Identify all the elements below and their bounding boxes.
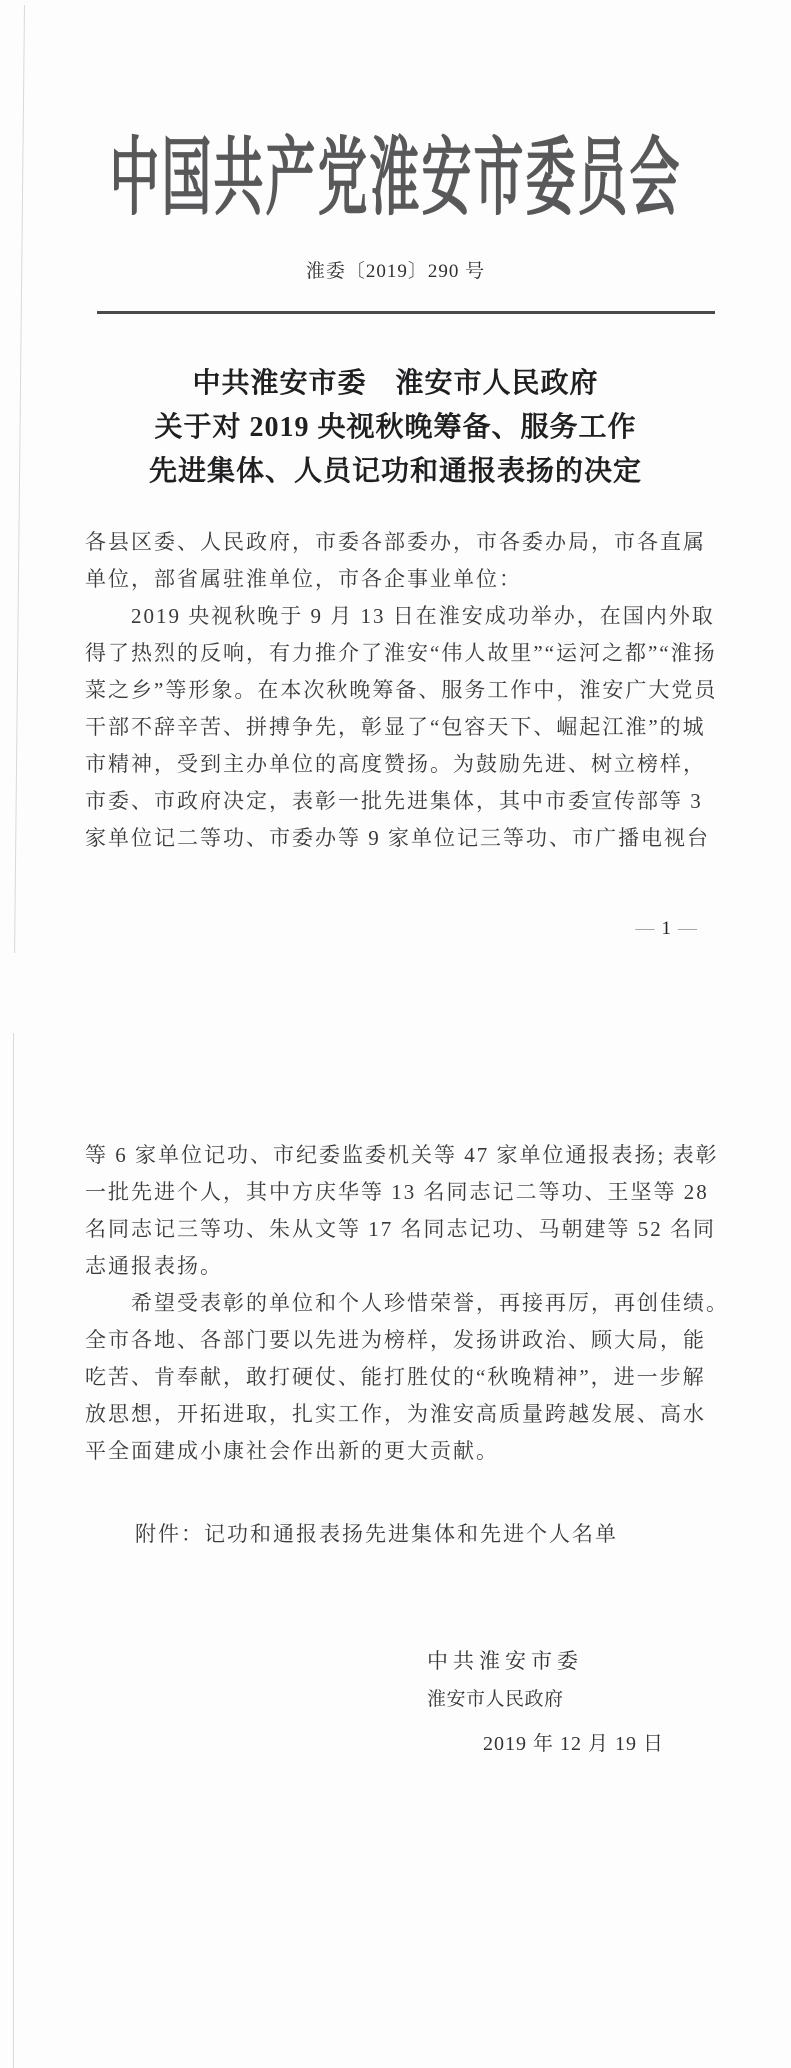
document-title-line: 关于对 2019 央视秋晚筹备、服务工作 — [154, 412, 637, 443]
body-text-line: 2019 央视秋晚于 9 月 13 日在淮安成功举办，在国内外取 — [85, 604, 715, 628]
body-text-line: 平全面建成小康社会作出新的更大贡献。 — [85, 1439, 499, 1463]
body-text-line: 志通报表扬。 — [85, 1254, 223, 1278]
page-number-dash-left: — — [635, 918, 655, 939]
body-text-line: 等 6 家单位记功、市纪委监委机关等 47 家单位通报表扬; 表彰 — [85, 1143, 719, 1167]
page2-left-edge — [13, 1033, 14, 2068]
page-number-value: 1 — [661, 918, 671, 939]
body-text-line: 干部不辞辛苦、拼搏争先，彰显了“包容天下、崛起江淮”的城 — [85, 715, 706, 739]
body-text-line: 全市各地、各部门要以先进为榜样，发扬讲政治、顾大局，能 — [85, 1328, 706, 1352]
signature-date: 2019 年 12 月 19 日 — [483, 1733, 664, 1755]
body-text-line: 各县区委、人民政府，市委各部委办，市各委办局，市各直属 — [85, 530, 706, 554]
body-text-line: 家单位记二等功、市委办等 9 家单位记三等功、市广播电视台 — [85, 826, 710, 850]
body-text-line: 得了热烈的反响，有力推介了淮安“伟人故里”“运河之都”“淮扬 — [85, 641, 717, 665]
letterhead-title: 中国共产党淮安市委员会 — [109, 130, 682, 226]
body-text-line: 名同志记三等功、朱从文等 17 名同志记功、马朝建等 52 名同 — [85, 1217, 716, 1241]
document-title-line: 先进集体、人员记功和通报表扬的决定 — [148, 456, 642, 487]
attachment-note: 附件：记功和通报表扬先进集体和先进个人名单 — [135, 1522, 618, 1546]
signature-government: 淮安市人民政府 — [427, 1689, 564, 1710]
document-title — [0, 362, 791, 494]
body-text-line: 市委、市政府决定，表彰一批先进集体，其中市委宣传部等 3 — [85, 789, 703, 813]
header-divider — [97, 311, 715, 314]
page1-page-number — [636, 918, 698, 940]
body-text-line: 一批先进个人，其中方庆华等 13 名同志记二等功、王坚等 28 — [85, 1180, 709, 1204]
page1-body — [85, 524, 745, 857]
body-text-line: 单位，部省属驻淮单位，市各企事业单位： — [85, 567, 522, 591]
document-number: 淮委〔2019〕290 号 — [305, 261, 486, 282]
body-text-line: 吃苦、肯奉献，敢打硬仗、能打胜仗的“秋晚精神”，进一步解 — [85, 1365, 706, 1389]
body-text-line: 市精神，受到主办单位的高度赞扬。为鼓励先进、树立榜样， — [85, 752, 706, 776]
body-text-line: 希望受表彰的单位和个人珍惜荣誉，再接再厉，再创佳绩。 — [85, 1291, 729, 1315]
document-title-line: 中共淮安市委 淮安市人民政府 — [192, 368, 599, 399]
signature-party-committee: 中共淮安市委 — [427, 1649, 583, 1673]
page2-body — [85, 1137, 745, 1470]
body-text-line: 菜之乡”等形象。在本次秋晚筹备、服务工作中，淮安广大党员 — [85, 678, 718, 702]
body-text-line: 放思想，开拓进取，扎实工作，为淮安高质量跨越发展、高水 — [85, 1402, 706, 1426]
page-number-dash-right: — — [678, 918, 697, 939]
